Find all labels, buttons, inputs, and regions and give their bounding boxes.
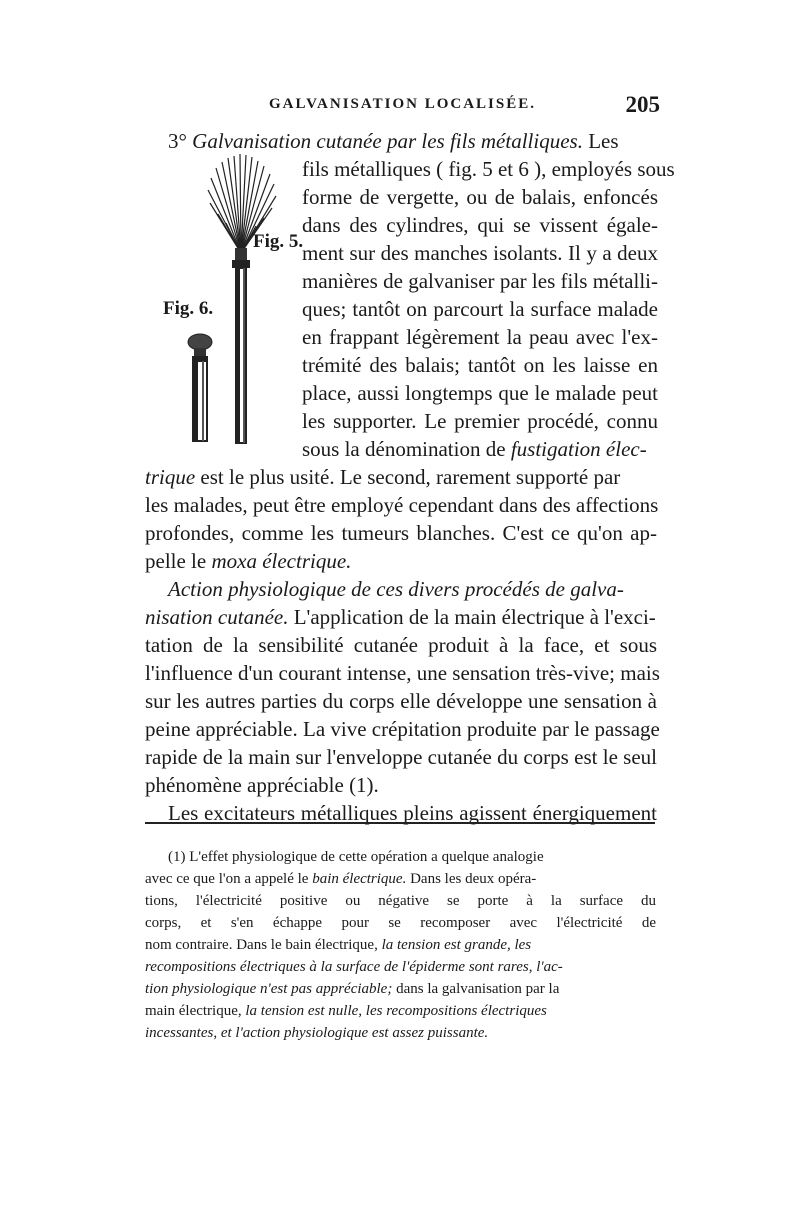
body-line-22: peine appréciable. La vive crépitation produite par le passage (145, 717, 660, 741)
body-line-3: forme de vergette, ou de balais, enfoncés (302, 185, 658, 209)
page-number: 205 (625, 92, 660, 117)
footnote-line-3: tions, l'électricité positive ou négative se porte à la surface du (145, 893, 656, 909)
body-line-14: les malades, peut être employé cependant dans des affections (145, 493, 659, 517)
figure-6-label: Fig. 6. (163, 298, 214, 319)
body-line-6: manières de galvaniser par les fils métalli- (302, 269, 658, 293)
footnote-line-9: incessantes, et l'action physiologique est assez puissante. (145, 1025, 489, 1041)
footnote-line-8: main électrique, la tension est nulle, les recompositions électriques (145, 1003, 547, 1019)
footnote-line-1: (1) L'effet physiologique de cette opération a quelque analogie (168, 849, 544, 865)
body-line-5: ment sur des manches isolants. Il y a deux (302, 241, 658, 265)
body-line-17: Action physiologique de ces divers procédés de galva- (168, 577, 624, 601)
footnote-line-4: corps, et s'en échappe pour se recomposer avec l'électricité de (145, 915, 656, 931)
footnote-line-6: recompositions électriques à la surface de l'épiderme sont rares, l'ac- (145, 959, 563, 975)
body-line-16: pelle le moxa électrique. (145, 549, 352, 573)
body-line-20: l'influence d'un courant intense, une sensation très-vive; mais (145, 661, 660, 685)
footnote-line-7: tion physiologique n'est pas appréciable; dans la galvanisation par la (145, 981, 560, 997)
body-line-23: rapide de la main sur l'enveloppe cutanée du corps est le seul (145, 745, 657, 769)
body-line-1: 3° Galvanisation cutanée par les fils métalliques. Les (168, 129, 619, 153)
body-line-19: tation de la sensibilité cutanée produit à la face, et sous (145, 633, 657, 657)
body-line-13: trique est le plus usité. Le second, rarement supporté par (145, 465, 621, 489)
body-line-7: ques; tantôt on parcourt la surface malade (302, 297, 658, 321)
footnote-rule (145, 822, 655, 824)
body-line-8: en frappant légèrement la peau avec l'ex- (302, 325, 658, 349)
footnote-line-2: avec ce que l'on a appelé le bain électrique. Dans les deux opéra- (145, 871, 537, 887)
body-line-11: les supporter. Le premier procédé, connu (302, 409, 658, 433)
body-line-2: fils métalliques ( fig. 5 et 6 ), employés sous (302, 157, 675, 181)
section-number: 3° (168, 129, 187, 153)
body-line-15: profondes, comme les tumeurs blanches. C'est ce qu'on ap- (145, 521, 657, 545)
body-line-10: place, aussi longtemps que le malade peut (302, 381, 658, 405)
body-line-25: Les excitateurs métalliques pleins agissent énergiquement (168, 801, 657, 825)
footnote-line-5: nom contraire. Dans le bain électrique, la tension est grande, les (145, 937, 532, 953)
body-line-4: dans des cylindres, qui se vissent égale- (302, 213, 658, 237)
running-head-title: GALVANISATION LOCALISÉE. (269, 96, 536, 112)
figure-6-exciter-illustration (180, 332, 220, 447)
body-line-18: nisation cutanée. L'application de la main électrique à l'exci- (145, 605, 656, 629)
running-head (145, 92, 660, 122)
body-line-12: sous la dénomination de fustigation élec- (302, 437, 647, 461)
body-line-24: phénomène appréciable (1). (145, 773, 379, 797)
figure-5-label: Fig. 5. (253, 231, 304, 252)
body-line-21: sur les autres parties du corps elle développe une sensation à (145, 689, 657, 713)
section-heading-italic: Galvanisation cutanée par les fils métalliques. (192, 129, 583, 153)
body-line-9: trémité des balais; tantôt on les laisse en (302, 353, 658, 377)
